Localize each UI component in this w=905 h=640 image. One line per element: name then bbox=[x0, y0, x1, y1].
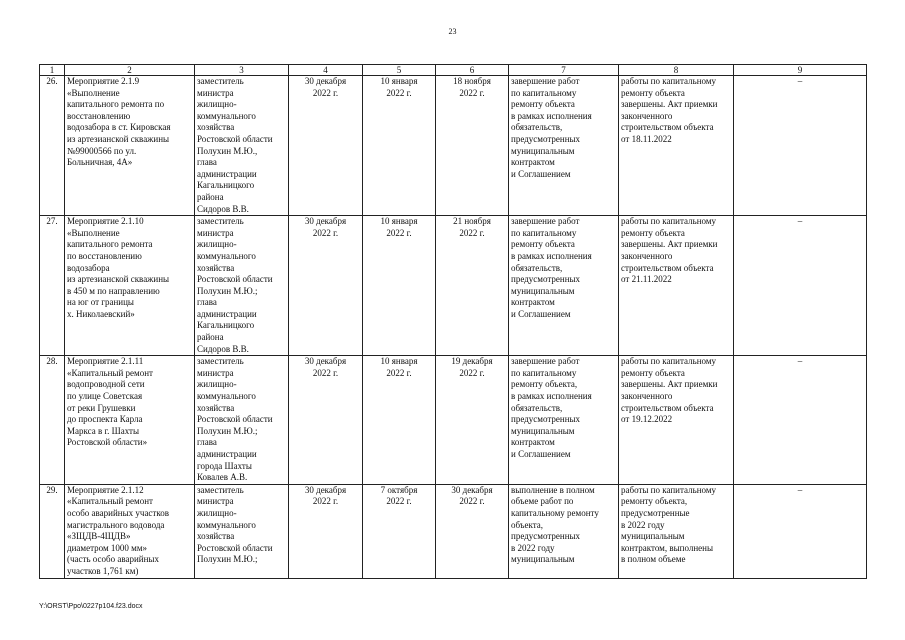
expected-result-cell: выполнение в полном объеме работ по капитальному ремонту объекта, предусмотренных в 2022 году муниципальным bbox=[509, 484, 619, 578]
planned-date-cell: 30 декабря 2022 г. bbox=[289, 76, 363, 216]
header-col-7: 7 bbox=[509, 65, 619, 76]
header-col-6: 6 bbox=[436, 65, 509, 76]
table-row bbox=[40, 356, 867, 485]
file-path-footer: Y:\ORST\Ppo\0227p104.f23.docx bbox=[39, 603, 143, 610]
start-date-cell: 7 октября 2022 г. bbox=[363, 484, 436, 578]
expected-result-cell: завершение работ по капитальному ремонту объекта в рамках исполнения обязательств, предусмотренных муниципальным контрактом и Соглашением bbox=[509, 76, 619, 216]
actual-result-cell: работы по капитальному ремонту объекта завершены. Акт приемки законченного строительством объекта от 21.11.2022 bbox=[619, 216, 734, 356]
responsible-cell: заместитель министра жилищно- коммунального хозяйства Ростовской области Полухин М.Ю.; глава администрации города Шахты Ковалев А.В. bbox=[195, 356, 289, 485]
header-col-5: 5 bbox=[363, 65, 436, 76]
end-date-cell: 21 ноября 2022 г. bbox=[436, 216, 509, 356]
table-row bbox=[40, 76, 867, 216]
header-col-8: 8 bbox=[619, 65, 734, 76]
start-date-cell: 10 января 2022 г. bbox=[363, 76, 436, 216]
report-table bbox=[39, 64, 867, 579]
note-cell: – bbox=[734, 216, 867, 356]
activity-cell: Мероприятие 2.1.9 «Выполнение капитального ремонта по восстановлению водозабора в ст. Кировская из артезианской скважины №99000566 по ул. Больничная, 4А» bbox=[65, 76, 195, 216]
responsible-cell: заместитель министра жилищно- коммунального хозяйства Ростовской области Полухин М.Ю.; глава администрации Кагальницкого района Сидоров В.В. bbox=[195, 216, 289, 356]
expected-result-cell: завершение работ по капитальному ремонту объекта в рамках исполнения обязательств, предусмотренных муниципальным контрактом и Соглашением bbox=[509, 216, 619, 356]
activity-cell: Мероприятие 2.1.10 «Выполнение капитального ремонта по восстановлению водозабора из артезианской скважины в 450 м по направлению на юг от границы х. Николаевский» bbox=[65, 216, 195, 356]
actual-result-cell: работы по капитальному ремонту объекта завершены. Акт приемки законченного строительством объекта от 19.12.2022 bbox=[619, 356, 734, 485]
end-date-cell: 18 ноября 2022 г. bbox=[436, 76, 509, 216]
header-col-1: 1 bbox=[40, 65, 65, 76]
note-cell: – bbox=[734, 356, 867, 485]
end-date-cell: 19 декабря 2022 г. bbox=[436, 356, 509, 485]
actual-result-cell: работы по капитальному ремонту объекта, предусмотренные в 2022 году муниципальным контрактом, выполнены в полном объеме bbox=[619, 484, 734, 578]
row-number: 28. bbox=[40, 356, 65, 485]
note-cell: – bbox=[734, 76, 867, 216]
header-col-9: 9 bbox=[734, 65, 867, 76]
row-number: 29. bbox=[40, 484, 65, 578]
responsible-cell: заместитель министра жилищно- коммунального хозяйства Ростовской области Полухин М.Ю.; bbox=[195, 484, 289, 578]
table-row bbox=[40, 216, 867, 356]
actual-result-cell: работы по капитальному ремонту объекта завершены. Акт приемки законченного строительством объекта от 18.11.2022 bbox=[619, 76, 734, 216]
note-cell: – bbox=[734, 484, 867, 578]
row-number: 26. bbox=[40, 76, 65, 216]
end-date-cell: 30 декабря 2022 г. bbox=[436, 484, 509, 578]
activity-cell: Мероприятие 2.1.11 «Капитальный ремонт водопроводной сети по улице Советская от реки Грушевки до проспекта Карла Маркса в г. Шахты Ростовской области» bbox=[65, 356, 195, 485]
planned-date-cell: 30 декабря 2022 г. bbox=[289, 484, 363, 578]
page-number: 23 bbox=[448, 27, 457, 36]
planned-date-cell: 30 декабря 2022 г. bbox=[289, 356, 363, 485]
activity-cell: Мероприятие 2.1.12 «Капитальный ремонт особо аварийных участков магистрального водовода «ЗЩДВ-4ЩДВ» диаметром 1000 мм» (часть особо аварийных участков 1,761 км) bbox=[65, 484, 195, 578]
planned-date-cell: 30 декабря 2022 г. bbox=[289, 216, 363, 356]
header-row bbox=[40, 65, 867, 76]
responsible-cell: заместитель министра жилищно- коммунального хозяйства Ростовской области Полухин М.Ю., глава администрации Кагальницкого района Сидоров В.В. bbox=[195, 76, 289, 216]
table-row bbox=[40, 484, 867, 578]
header-col-2: 2 bbox=[65, 65, 195, 76]
header-col-4: 4 bbox=[289, 65, 363, 76]
row-number: 27. bbox=[40, 216, 65, 356]
expected-result-cell: завершение работ по капитальному ремонту объекта, в рамках исполнения обязательств, предусмотренных муниципальным контрактом и Соглашением bbox=[509, 356, 619, 485]
start-date-cell: 10 января 2022 г. bbox=[363, 216, 436, 356]
start-date-cell: 10 января 2022 г. bbox=[363, 356, 436, 485]
header-col-3: 3 bbox=[195, 65, 289, 76]
